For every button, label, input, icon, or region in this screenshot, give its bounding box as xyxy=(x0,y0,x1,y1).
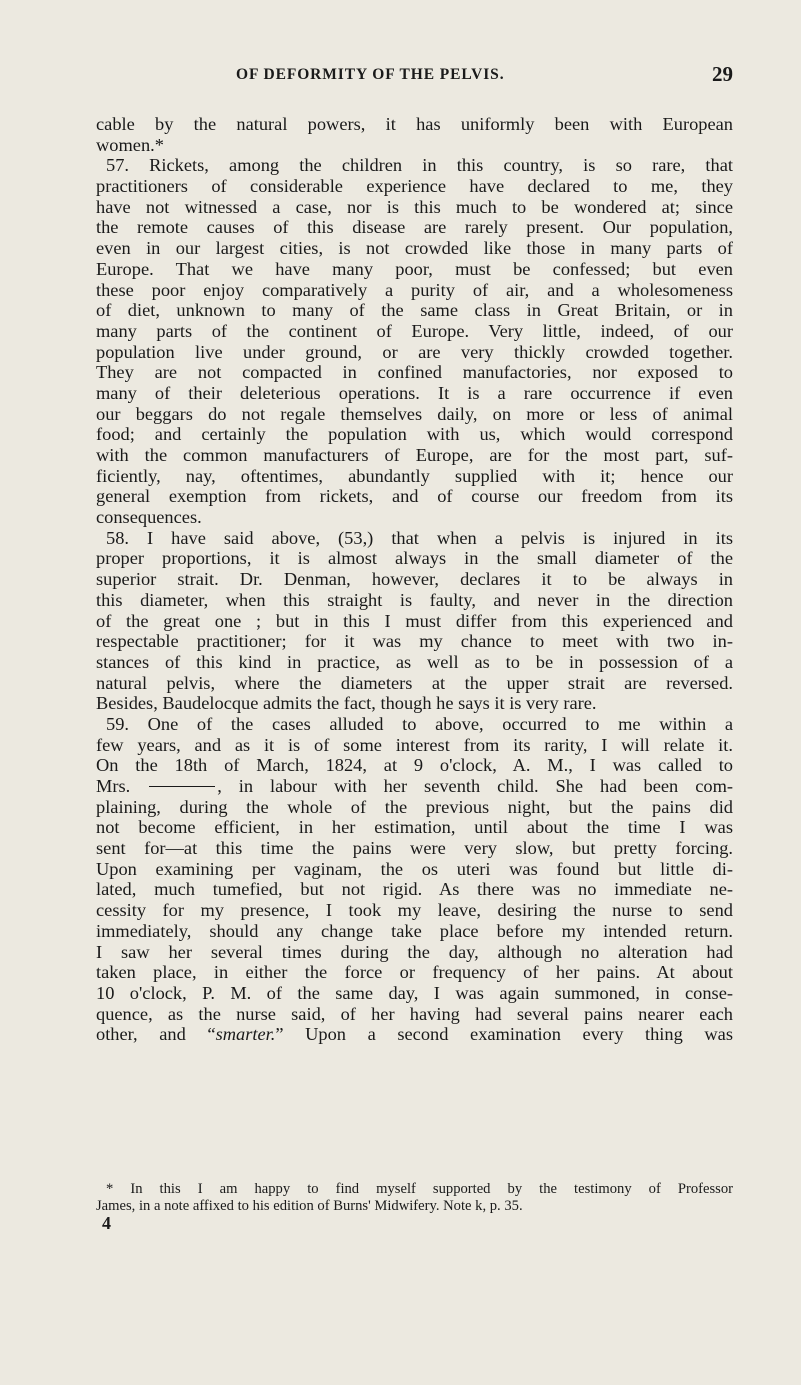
text-line-with-dash xyxy=(96,776,733,797)
name-omission-dash xyxy=(149,786,215,787)
footnote xyxy=(96,1181,733,1215)
text-line: of the great one ; but in this I must differ from this experienced and xyxy=(96,610,733,631)
text-line: 10 o'clock, P. M. of the same day, I was again summoned, in conse- xyxy=(96,982,733,1003)
paragraph-57-start: 57. Rickets, among the children in this country, is so rare, that xyxy=(106,155,733,176)
text-fragment: Mrs. xyxy=(96,776,131,796)
text-line: quence, as the nurse said, of her having had several pains nearer each xyxy=(96,1003,733,1024)
text-line: stances of this kind in practice, as well as to be in possession of a xyxy=(96,651,733,672)
text-line-with-italic xyxy=(96,1024,733,1045)
text-line: women.* xyxy=(96,134,164,155)
text-line: Europe. That we have many poor, must be confessed; but even xyxy=(96,258,733,279)
text-line: Upon examining per vaginam, the os uteri was found but little di- xyxy=(96,858,733,879)
paragraph-59-start: 59. One of the cases alluded to above, occurred to me within a xyxy=(106,713,733,734)
text-line: our beggars do not regale themselves daily, on more or less of animal xyxy=(96,403,733,424)
text-line: food; and certainly the population with us, which would correspond xyxy=(96,424,733,445)
text-line: lated, much tumefied, but not rigid. As there was no immediate ne- xyxy=(96,879,733,900)
text-line: practitioners of considerable experience have declared to me, they xyxy=(96,176,733,197)
text-line: with the common manufacturers of Europe, are for the most part, suf- xyxy=(96,445,733,465)
text-line: few years, and as it is of some interest from its rarity, I will relate it. xyxy=(96,734,733,755)
text-line: consequences. xyxy=(96,507,202,528)
text-line: many parts of the continent of Europe. Very little, indeed, of our xyxy=(96,320,733,341)
text-fragment: other, and “ xyxy=(96,1024,216,1045)
text-line: these poor enjoy comparatively a purity of air, and a wholesomeness xyxy=(96,279,733,300)
page-number: 29 xyxy=(712,62,733,86)
footnote-line: James, in a note affixed to his edition of Burns' Midwifery. Note k, p. 35. xyxy=(96,1198,523,1214)
text-line: taken place, in either the force or frequency of her pains. At about xyxy=(96,962,733,983)
text-line: not become efficient, in her estimation, until about the time I was xyxy=(96,817,733,838)
text-line: immediately, should any change take place before my intended return. xyxy=(96,920,733,941)
text-line: even in our largest cities, is not crowded like those in many parts of xyxy=(96,238,733,259)
body-text xyxy=(96,114,733,1045)
text-line: the remote causes of this disease are rarely present. Our population, xyxy=(96,217,733,238)
text-fragment: ” Upon a second examination every thing was xyxy=(275,1024,733,1045)
text-line: I saw her several times during the day, although no alteration had xyxy=(96,941,733,962)
text-line: population live under ground, or are very thickly crowded together. xyxy=(96,341,733,362)
text-line: this diameter, when this straight is faulty, and never in the direction xyxy=(96,589,733,610)
page-header xyxy=(96,62,733,92)
text-line: sent for—at this time the pains were very slow, but pretty forcing. xyxy=(96,838,733,859)
text-line: have not witnessed a case, nor is this much to be wondered at; since xyxy=(96,196,733,217)
running-head: OF DEFORMITY OF THE PELVIS. xyxy=(236,66,505,83)
text-line: cessity for my presence, I took my leave, desiring the nurse to send xyxy=(96,900,733,921)
text-line: superior strait. Dr. Denman, however, declares it to be always in xyxy=(96,569,733,590)
italic-word: smarter. xyxy=(215,1024,276,1045)
signature-mark: 4 xyxy=(102,1213,111,1233)
footnote-line: * In this I am happy to find myself supported by the testimony of Professor xyxy=(106,1181,733,1197)
text-line: general exemption from rickets, and of course our freedom from its xyxy=(96,486,733,507)
text-line: plaining, during the whole of the previous night, but the pains did xyxy=(96,796,733,817)
text-line: ficiently, nay, oftentimes, abundantly supplied with it; hence our xyxy=(96,465,733,486)
text-line: Besides, Baudelocque admits the fact, though he says it is very rare. xyxy=(96,693,597,714)
paragraph-58-start: 58. I have said above, (53,) that when a pelvis is injured in its xyxy=(106,527,733,548)
text-line: many of their deleterious operations. It is a rare occurrence if even xyxy=(96,382,733,403)
text-line: On the 18th of March, 1824, at 9 o'clock, A. M., I was called to xyxy=(96,755,733,776)
text-line: proper proportions, it is almost always in the small diameter of the xyxy=(96,548,733,569)
text-line: cable by the natural powers, it has uniformly been with European xyxy=(96,114,733,134)
text-fragment: , in labour with her seventh child. She had been com- xyxy=(217,776,733,796)
text-line: respectable practitioner; for it was my chance to meet with two in- xyxy=(96,631,733,652)
text-line: They are not compacted in confined manufactories, nor exposed to xyxy=(96,362,733,383)
text-line: natural pelvis, where the diameters at the upper strait are reversed. xyxy=(96,672,733,693)
text-line: of diet, unknown to many of the same class in Great Britain, or in xyxy=(96,300,733,321)
